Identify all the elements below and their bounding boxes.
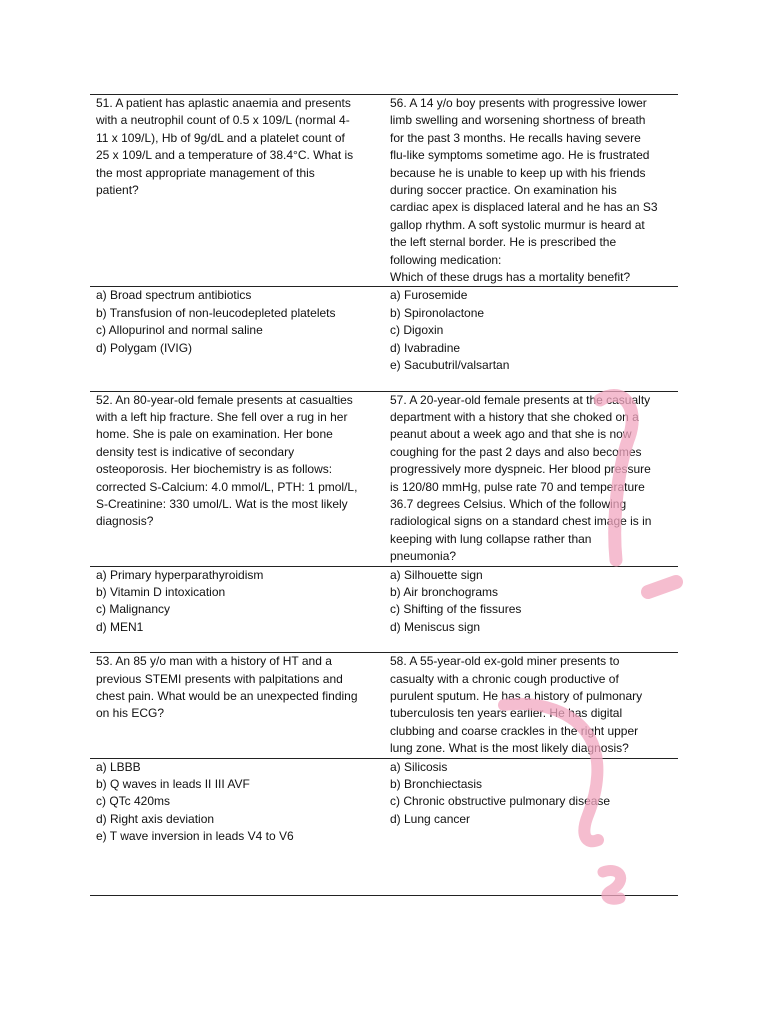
- question-stem-line: is 120/80 mmHg, pulse rate 70 and temperature: [390, 479, 645, 494]
- answer-option: a) Primary hyperparathyroidism: [96, 567, 264, 582]
- question-stem-line: tuberculosis ten years earlier. He has digital: [390, 706, 623, 721]
- q0-left-stem: [90, 95, 384, 287]
- question-stem-line: coughing for the past 2 days and also becomes: [390, 444, 642, 459]
- question-stem-line: pneumonia?: [390, 549, 457, 564]
- question-stem-line: gallop rhythm. A soft systolic murmur is heard at: [390, 217, 645, 232]
- answer-option: b) Bronchiectasis: [390, 777, 483, 792]
- row-spacer: [90, 846, 678, 862]
- answer-option: d) Right axis deviation: [96, 811, 215, 826]
- question-stem-line: 57. A 20-year-old female presents at the casualty: [390, 392, 651, 407]
- row-spacer: [90, 636, 678, 653]
- answer-option: d) Polygam (IVIG): [96, 340, 193, 355]
- question-row: [90, 95, 678, 287]
- answer-option: d) Meniscus sign: [390, 619, 481, 634]
- question-stem-line: the most appropriate management of this: [96, 165, 315, 180]
- spacer-cell: [384, 636, 678, 653]
- answer-option: b) Q waves in leads II III AVF: [96, 777, 250, 792]
- question-stem-line: Which of these drugs has a mortality benefit?: [390, 270, 631, 285]
- answer-option: d) Lung cancer: [390, 811, 471, 826]
- question-stem-line: progressively more dyspneic. Her blood pressure: [390, 462, 651, 477]
- question-stem-line: 11 x 109/L), Hb of 9g/dL and a platelet count of: [96, 130, 345, 145]
- answer-option: a) Furosemide: [390, 288, 468, 303]
- question-stem-line: purulent sputum. He has a history of pulmonary: [390, 689, 643, 703]
- q0-left-options: [90, 287, 384, 375]
- spacer-cell: [90, 375, 384, 392]
- question-stem-line: 53. An 85 y/o man with a history of HT and a: [96, 654, 332, 669]
- question-stem-line: clubbing and coarse crackles in the right upper: [390, 723, 639, 738]
- question-stem-line: chest pain. What would be an unexpected finding: [96, 689, 358, 703]
- answer-option: c) Digoxin: [390, 323, 444, 338]
- question-stem-line: limb swelling and worsening shortness of breath: [390, 113, 646, 128]
- answer-option: c) Allopurinol and normal saline: [96, 323, 263, 338]
- options-row: [90, 287, 678, 375]
- question-stem-line: patient?: [96, 183, 139, 198]
- question-stem-line: density test is indicative of secondary: [96, 444, 295, 459]
- answer-option: b) Vitamin D intoxication: [96, 584, 226, 599]
- answer-option: e) Sacubutril/valsartan: [390, 358, 510, 373]
- question-stem-line: for the past 3 months. He recalls having severe: [390, 130, 641, 145]
- question-stem-line: peanut about a week ago and that she is now: [390, 427, 632, 442]
- q1-left-options: [90, 566, 384, 636]
- q1-right-stem: [384, 391, 678, 566]
- spacer-cell: [90, 636, 384, 653]
- question-stem-line: keeping with lung collapse rather than: [390, 531, 592, 546]
- spacer-cell: [384, 846, 678, 862]
- question-stem-line: osteoporosis. Her biochemistry is as follows:: [96, 462, 333, 477]
- question-stem-line: department with a history that she choked on a: [390, 409, 639, 424]
- answer-option: d) Ivabradine: [390, 340, 461, 355]
- question-stem-line: 58. A 55-year-old ex-gold miner presents to: [390, 654, 620, 669]
- question-stem-line: casualty with a chronic cough productive of: [390, 671, 619, 686]
- question-row: [90, 653, 678, 758]
- question-stem-line: with a neutrophil count of 0.5 x 109/L (normal 4-: [96, 113, 350, 128]
- q2-right-stem: [384, 653, 678, 758]
- answer-option: a) LBBB: [96, 759, 141, 774]
- question-stem-line: with a left hip fracture. She fell over a rug in her: [96, 409, 348, 424]
- question-stem-line: corrected S-Calcium: 4.0 mmol/L, PTH: 1 pmol/L,: [96, 479, 358, 494]
- row-spacer: [90, 375, 678, 392]
- question-stem-line: radiological signs on a standard chest image is in: [390, 514, 652, 529]
- question-stem-line: the left sternal border. He is prescribed the: [390, 235, 617, 250]
- answer-option: c) Malignancy: [96, 602, 171, 617]
- answer-option: b) Spironolactone: [390, 305, 485, 320]
- question-stem-line: home. She is pale on examination. Her bone: [96, 427, 333, 442]
- q0-right-stem: [384, 95, 678, 287]
- answer-option: c) QTc 420ms: [96, 794, 171, 809]
- question-stem-line: following medication:: [390, 252, 502, 267]
- question-row: [90, 391, 678, 566]
- question-stem-line: diagnosis?: [96, 514, 154, 529]
- answer-option: d) MEN1: [96, 619, 144, 634]
- answer-option: e) T wave inversion in leads V4 to V6: [96, 829, 294, 844]
- question-stem-line: previous STEMI presents with palpitations and: [96, 671, 343, 686]
- spacer-cell: [90, 846, 384, 862]
- q1-right-options: [384, 566, 678, 636]
- question-stem-line: on his ECG?: [96, 706, 165, 721]
- question-table: [90, 94, 678, 862]
- question-stem-line: 36.7 degrees Celsius. Which of the following: [390, 496, 627, 511]
- q0-right-options: [384, 287, 678, 375]
- question-stem-line: cardiac apex is displaced lateral and he has an S3: [390, 200, 658, 215]
- answer-option: a) Broad spectrum antibiotics: [96, 288, 252, 303]
- options-row: [90, 566, 678, 636]
- question-stem-line: 25 x 109/L and a temperature of 38.4°C. What is: [96, 148, 354, 163]
- question-stem-line: S-Creatinine: 330 umol/L. Wat is the most likely: [96, 496, 348, 511]
- q2-right-options: [384, 758, 678, 846]
- question-stem-line: during soccer practice. On examination his: [390, 183, 617, 198]
- question-stem-line: flu-like symptoms sometime ago. He is frustrated: [390, 148, 650, 163]
- answer-option: a) Silicosis: [390, 759, 448, 774]
- answer-option: c) Chronic obstructive pulmonary disease: [390, 794, 611, 809]
- options-row: [90, 758, 678, 846]
- q2-left-stem: [90, 653, 384, 758]
- question-stem-line: because he is unable to keep up with his friends: [390, 165, 646, 180]
- answer-option: b) Transfusion of non-leucodepleted platelets: [96, 305, 336, 320]
- spacer-cell: [384, 375, 678, 392]
- question-stem-line: 52. An 80-year-old female presents at casualties: [96, 392, 353, 407]
- question-stem-line: lung zone. What is the most likely diagnosis?: [390, 741, 629, 756]
- q2-left-options: [90, 758, 384, 846]
- question-stem-line: 51. A patient has aplastic anaemia and presents: [96, 96, 351, 110]
- answer-option: c) Shifting of the fissures: [390, 602, 522, 617]
- table-bottom-rule: [90, 895, 678, 896]
- answer-option: a) Silhouette sign: [390, 567, 483, 582]
- q1-left-stem: [90, 391, 384, 566]
- answer-option: b) Air bronchograms: [390, 584, 499, 599]
- question-stem-line: 56. A 14 y/o boy presents with progressive lower: [390, 96, 647, 110]
